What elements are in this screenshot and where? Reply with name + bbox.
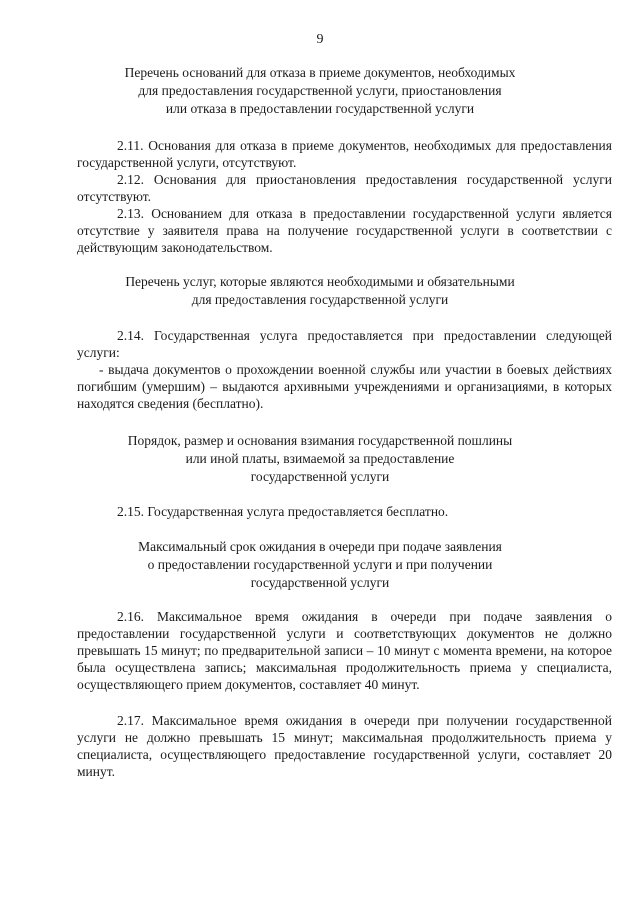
paragraph-2-16: 2.16. Максимальное время ожидания в очереди при подаче заявления о предоставлении государственной услуги и соответствующих документов не должно превышать 15 минут; по предварительной записи – 10 минут с момента времени, на которое была осуществлена запись; максимальная продолжительность приема у специалиста, осуществляющего прием документов, составляет 40 минут.	[77, 609, 612, 692]
section-heading-required-services	[60, 273, 580, 309]
page-number: 9	[316, 32, 324, 47]
heading-line: государственной услуги	[250, 575, 390, 590]
heading-line: государственной услуги	[250, 469, 390, 484]
heading-line: Максимальный срок ожидания в очереди при подаче заявления	[138, 539, 502, 554]
section-heading-fees	[60, 432, 580, 486]
heading-line: Перечень оснований для отказа в приеме документов, необходимых	[124, 65, 516, 80]
heading-line: Порядок, размер и основания взимания государственной пошлины	[127, 433, 513, 448]
heading-line: Перечень услуг, которые являются необходимыми и обязательными	[125, 274, 515, 289]
paragraph-2-15: 2.15. Государственная услуга предоставляется бесплатно.	[117, 504, 449, 519]
paragraph-2-17: 2.17. Максимальное время ожидания в очереди при получении государственной услуги не должно превышать 15 минут; максимальная продолжительность приема у специалиста, осуществляющего предоставление государственной услуги, составляет 20 минут.	[77, 713, 612, 779]
heading-line: для предоставления государственной услуги	[191, 292, 449, 307]
paragraph-2-11: 2.11. Основания для отказа в приеме документов, необходимых для предоставления государственной услуги, отсутствуют.	[77, 138, 612, 170]
bullet-item: - выдача документов о прохождении военной службы или участии в боевых действиях погибшим (умершим) – выдаются архивными учреждениями и организациями, в которых находятся сведения (бесплатно).	[77, 362, 612, 411]
heading-line: или иной платы, взимаемой за предоставление	[185, 451, 455, 466]
section-heading-refusal-grounds	[60, 64, 580, 118]
paragraph-2-12: 2.12. Основания для приостановления предоставления государственной услуги отсутствуют.	[77, 172, 612, 204]
heading-line: или отказа в предоставлении государственной услуги	[165, 101, 475, 116]
heading-line: о предоставлении государственной услуги и при получении	[147, 557, 493, 572]
heading-line: для предоставления государственной услуги, приостановления	[138, 83, 502, 98]
section-heading-queue-time	[60, 538, 580, 592]
paragraph-2-13: 2.13. Основанием для отказа в предоставлении государственной услуги является отсутствие у заявителя права на получение государственной услуги в соответствии с действующим законодательством.	[77, 206, 612, 255]
paragraph-2-14: 2.14. Государственная услуга предоставляется при предоставлении следующей услуги:	[77, 328, 612, 360]
